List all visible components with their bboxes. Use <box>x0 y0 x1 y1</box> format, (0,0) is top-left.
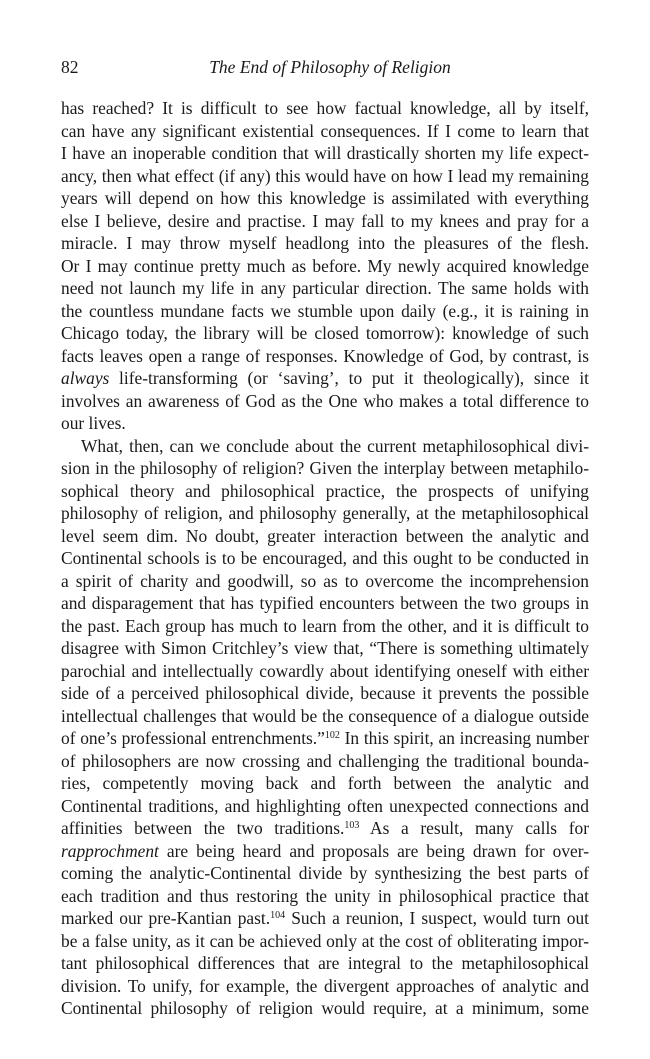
text-line: be a false unity, as it can be achieved only at the cost of obliterating impor- <box>61 930 589 951</box>
text-segment: life-transforming (or ‘saving’, to put it theologically), since it <box>109 368 589 388</box>
text-line: tant philosophical differences that are integral to the metaphilosophical <box>61 953 589 973</box>
text-line: coming the analytic-Continental divide by synthesizing the best parts of <box>61 863 589 883</box>
text-line: each tradition and thus restoring the unity in philosophical practice that <box>61 885 589 906</box>
footnote-ref: 102 <box>324 730 340 741</box>
text-segment: Such a reunion, I suspect, would turn out <box>285 908 589 928</box>
text-segment: marked our pre-Kantian past. <box>61 908 271 928</box>
text-line: can have any significant existential consequences. If I come to learn that <box>61 120 589 141</box>
text-line: Or I may continue pretty much as before. My newly acquired knowledge <box>61 255 589 276</box>
text-segment: are being heard and proposals are being drawn for over- <box>158 840 589 861</box>
text-line: miracle. I may throw myself headlong into the pleasures of the flesh. <box>61 233 589 253</box>
text-line: Continental traditions, and highlighting often unexpected connections and <box>61 795 589 816</box>
footnote-ref: 103 <box>344 820 360 831</box>
text-line <box>61 907 589 930</box>
footnote-ref: 104 <box>270 910 286 921</box>
text-line <box>61 727 589 750</box>
page-number: 82 <box>61 57 79 77</box>
text-segment: of one’s professional entrenchments.” <box>61 728 325 748</box>
text-line: disagree with Simon Critchley’s view that, “There is something ultimately <box>61 638 589 658</box>
text-line <box>61 817 589 840</box>
running-header <box>61 57 589 81</box>
text-line: parochial and intellectually cowardly about identifying oneself with either <box>61 660 589 681</box>
text-line: years will depend on how this knowledge is assimilated with everything <box>61 188 589 208</box>
text-line: of philosophers are now crossing and challenging the traditional bounda- <box>61 750 589 771</box>
text-line: facts leaves open a range of responses. Knowledge of God, by contrast, is <box>61 345 589 366</box>
italic-word: rapprochment <box>61 840 159 861</box>
text-line: Chicago today, the library will be closed tomorrow): knowledge of such <box>61 323 589 343</box>
paragraph-first-line: What, then, can we conclude about the current metaphilosophical divi- <box>81 435 589 456</box>
text-segment: In this spirit, an increasing number <box>339 728 589 748</box>
text-line: Continental schools is to be encouraged, and this ought to be conducted in <box>61 548 589 568</box>
paragraph-last-line: our lives. <box>61 413 126 433</box>
text-line <box>61 367 589 390</box>
text-line: sion in the philosophy of religion? Given the interplay between metaphilo- <box>61 458 589 478</box>
running-title: The End of Philosophy of Religion <box>209 57 451 77</box>
text-line: I have an inoperable condition that will drastically shorten my life expect- <box>61 143 589 163</box>
text-line: intellectual challenges that would be the consequence of a dialogue outside <box>61 705 589 726</box>
text-line: a spirit of charity and goodwill, so as to overcome the incomprehension <box>61 570 589 591</box>
body-text <box>61 97 589 1020</box>
text-line: Continental philosophy of religion would require, at a minimum, some <box>61 998 589 1018</box>
text-line: level seem dim. No doubt, greater interaction between the analytic and <box>61 525 589 546</box>
text-line: side of a perceived philosophical divide, because it prevents the possible <box>61 683 589 703</box>
text-line: sophical theory and philosophical practice, the prospects of unifying <box>61 480 589 501</box>
text-segment: affinities between the two traditions. <box>61 818 345 838</box>
text-line: the past. Each group has much to learn from the other, and it is difficult to <box>61 615 589 636</box>
text-line: involves an awareness of God as the One who makes a total difference to <box>61 390 589 411</box>
text-line: ancy, then what effect (if any) this would have on how I lead my remaining <box>61 165 589 186</box>
text-line: the countless mundane facts we stumble upon daily (e.g., it is raining in <box>61 300 589 321</box>
text-line <box>61 840 589 863</box>
text-line: need not launch my life in any particular direction. The same holds with <box>61 278 589 298</box>
text-line: division. To unify, for example, the divergent approaches of analytic and <box>61 975 589 996</box>
text-line: ries, competently moving back and forth between the analytic and <box>61 773 589 793</box>
text-line: and disparagement that has typified encounters between the two groups in <box>61 593 589 613</box>
text-line: philosophy of religion, and philosophy generally, at the metaphilosophical <box>61 503 589 523</box>
italic-word: always <box>61 368 110 388</box>
text-segment: As a result, many calls for <box>359 818 589 838</box>
text-line: has reached? It is difficult to see how factual knowledge, all by itself, <box>61 98 589 118</box>
text-line: else I believe, desire and practise. I may fall to my knees and pray for a <box>61 210 589 231</box>
